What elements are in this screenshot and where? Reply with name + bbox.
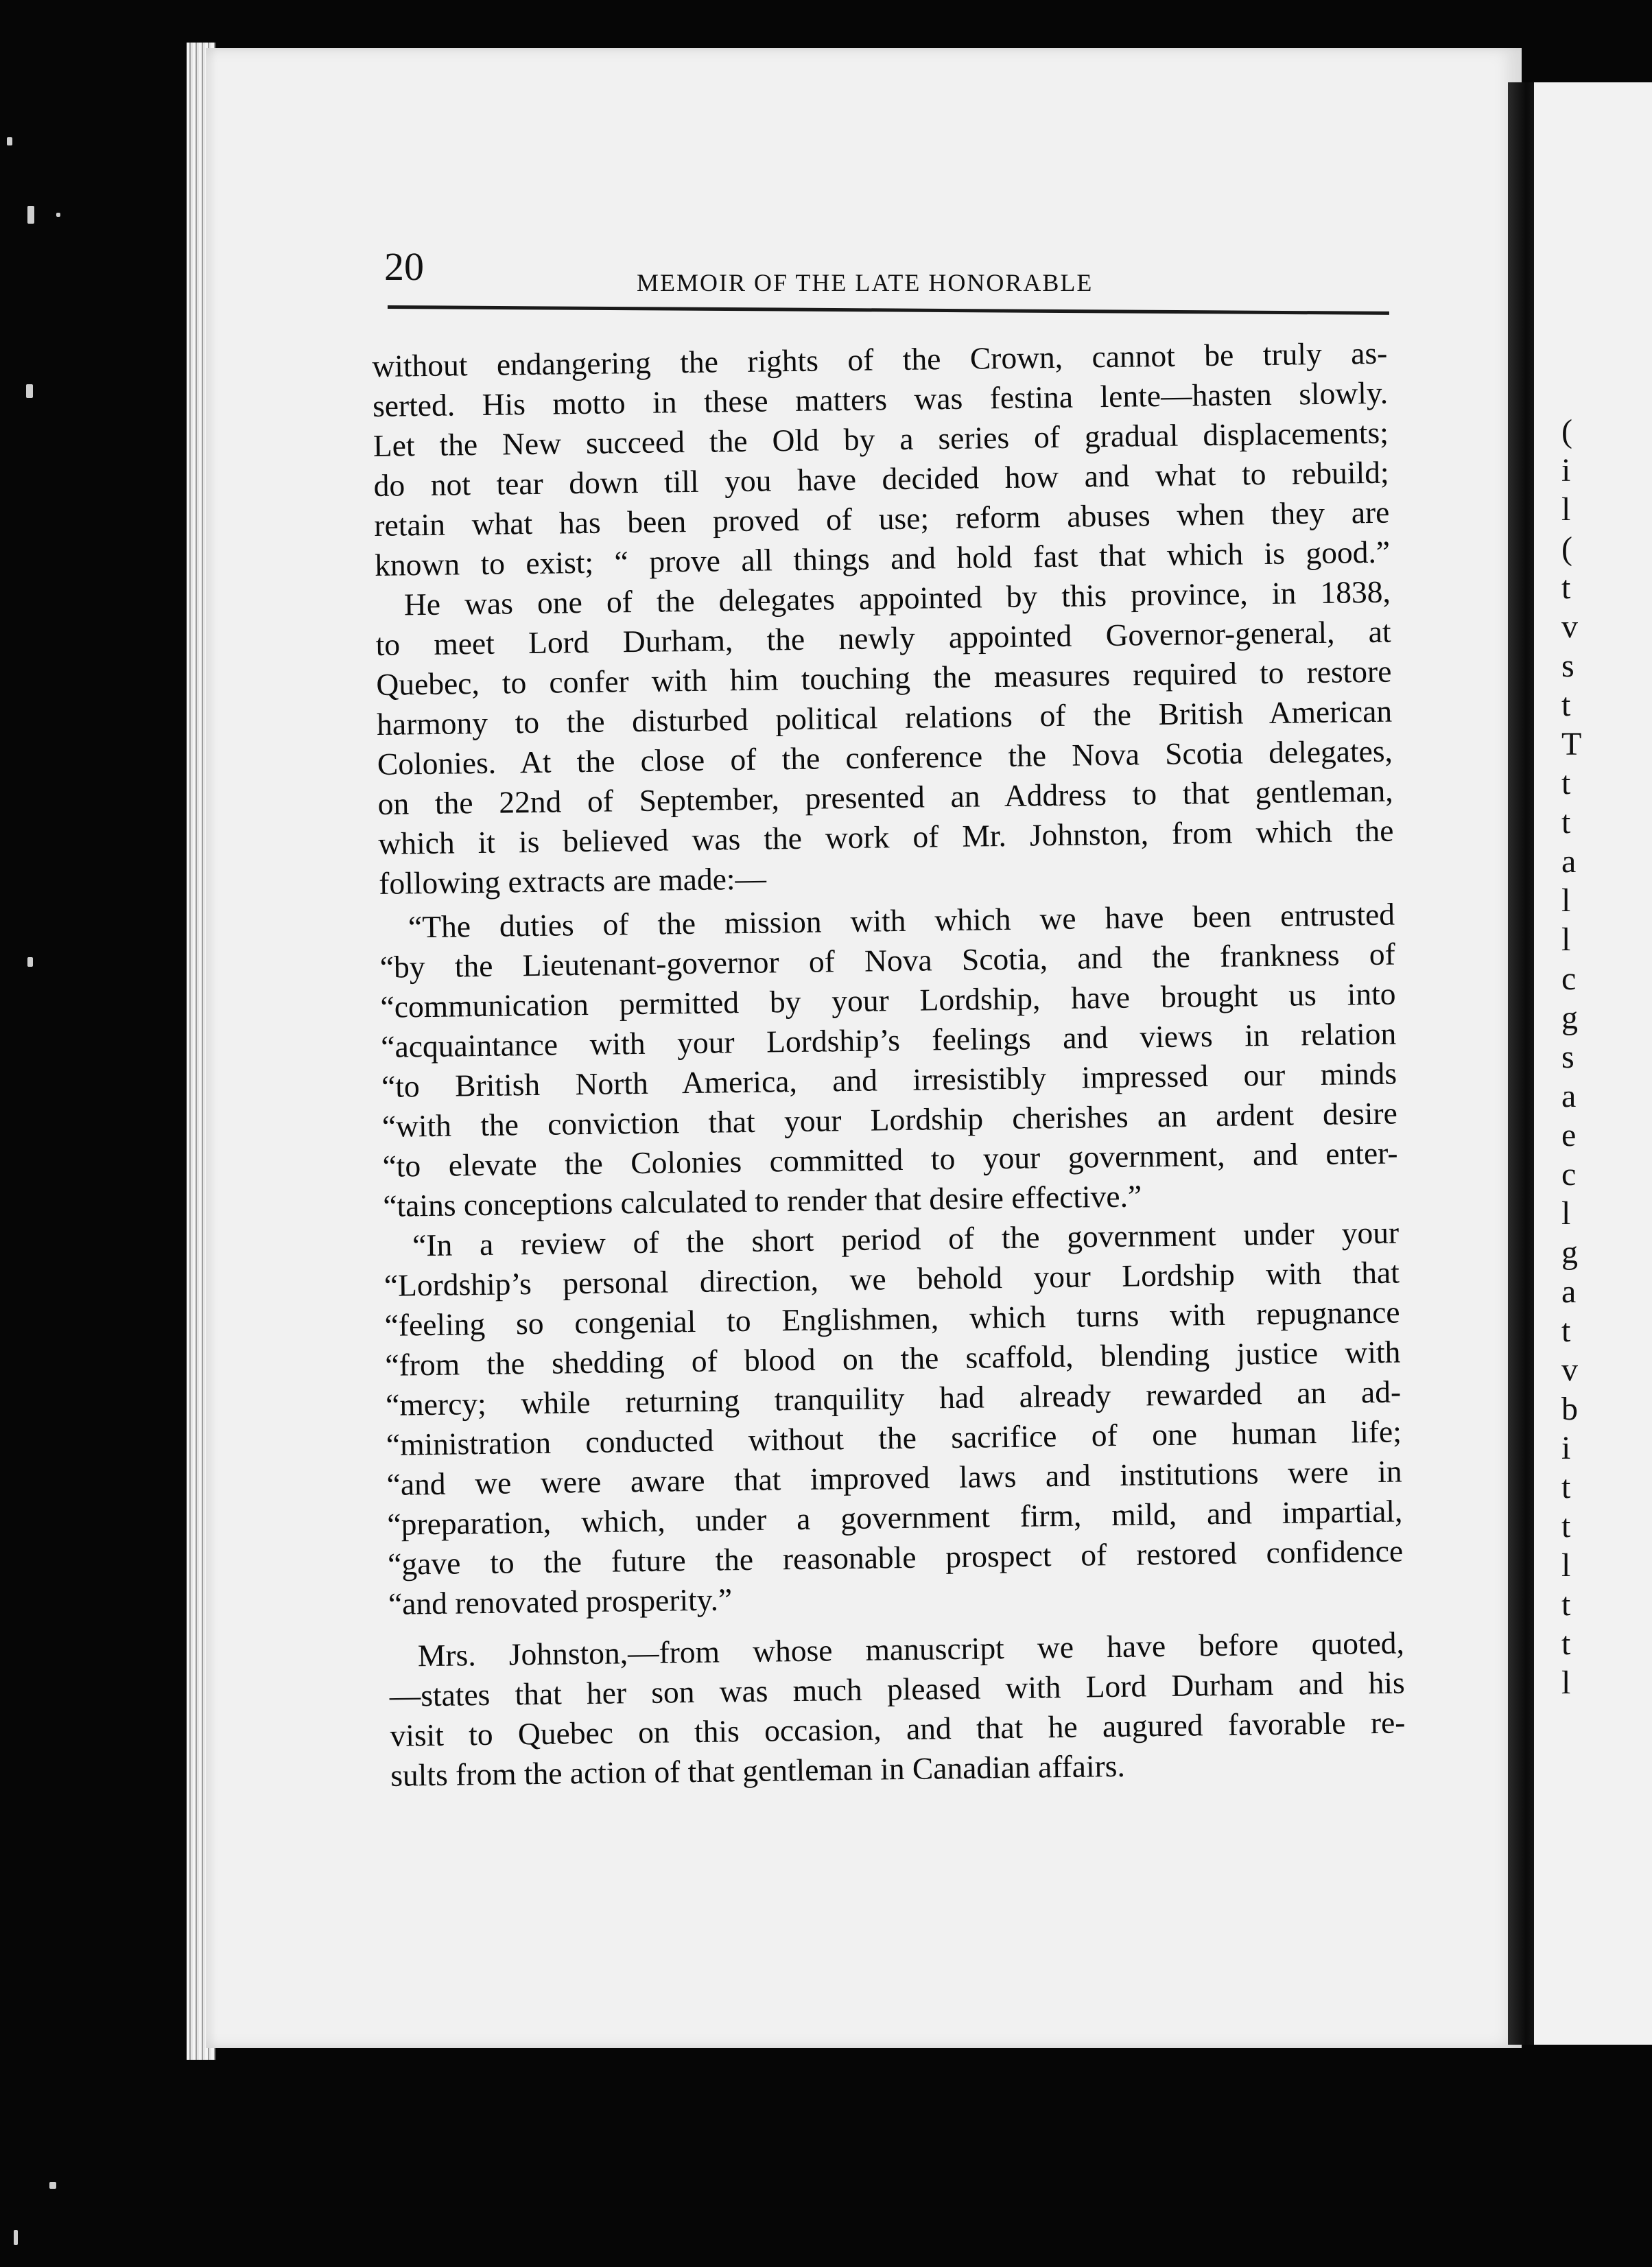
facing-letter: c [1561, 961, 1577, 997]
text-line: “Lordship’s personal direction, we behold your Lordship with that [384, 1254, 1400, 1303]
facing-letter: a [1561, 1078, 1577, 1114]
text-line: “from the shedding of blood on the scaffold, blending justice with [385, 1334, 1401, 1383]
facing-letter: c [1561, 1156, 1577, 1193]
facing-letter: b [1561, 1391, 1578, 1427]
facing-letter: t [1561, 1586, 1571, 1623]
facing-letter: e [1561, 1117, 1577, 1153]
text-line: “mercy; while returning tranquility had already rewarded an ad- [385, 1374, 1402, 1422]
page-number: 20 [384, 244, 424, 289]
facing-letter: s [1561, 648, 1574, 684]
running-head-title: MEMOIR OF THE LATE HONORABLE [637, 269, 1094, 296]
text-line: “to elevate the Colonies committed to your government, and enter- [382, 1135, 1398, 1184]
facing-page [1534, 82, 1652, 2045]
text-line: “In a review of the short period of the government under your [412, 1214, 1400, 1263]
facing-letter: l [1561, 491, 1571, 528]
text-line: —states that her son was much pleased with Lord Durham and his [389, 1665, 1405, 1713]
facing-letter: g [1561, 1000, 1578, 1036]
text-line: do not tear down till you have decided how and what to rebuild; [373, 454, 1389, 503]
facing-letter: ( [1561, 530, 1572, 567]
facing-letter: t [1561, 1508, 1571, 1544]
text-line: following extracts are made:— [378, 860, 767, 901]
text-line: Colonies. At the close of the conference the Nova Scotia delegates, [377, 733, 1393, 782]
facing-letter: i [1561, 452, 1571, 489]
running-head [384, 244, 1372, 298]
text-line: Quebec, to confer with him touching the measures required to restore [376, 653, 1392, 702]
facing-letter: t [1561, 765, 1571, 801]
text-line: He was one of the delegates appointed by this province, in 1838, [403, 574, 1391, 622]
text-line: “ministration conducted without the sacrifice of one human life; [386, 1413, 1402, 1462]
facing-letter: a [1561, 1273, 1577, 1310]
facing-letter: g [1561, 1234, 1578, 1271]
text-line: to meet Lord Durham, the newly appointed Governor-general, at [375, 613, 1391, 662]
text-line: “with the conviction that your Lordship cherishes an ardent desire [381, 1095, 1398, 1144]
text-line: “acquaintance with your Lordship’s feelings and views in relation [381, 1015, 1397, 1064]
facing-letter: l [1561, 1547, 1571, 1584]
text-line: “The duties of the mission with which we have been entrusted [408, 896, 1395, 945]
facing-letter: t [1561, 1469, 1571, 1505]
text-line: on the 22nd of September, presented an Address to that gentleman, [377, 773, 1393, 821]
facing-letter: i [1561, 1430, 1571, 1466]
facing-letter: l [1561, 1195, 1571, 1232]
text-line: “gave to the future the reasonable prospect of restored confidence [387, 1533, 1404, 1582]
text-line: which it is believed was the work of Mr. Johnston, from which the [378, 812, 1394, 861]
text-line: “and we were aware that improved laws and institutions were in [386, 1453, 1402, 1502]
text-line: retain what has been proved of use; reform abuses when they are [374, 494, 1390, 543]
facing-letter: v [1561, 609, 1578, 645]
body-text [372, 333, 1406, 1796]
text-line: harmony to the disturbed political relations of the British American [376, 693, 1393, 742]
facing-letter: l [1561, 921, 1571, 958]
facing-letter: t [1561, 804, 1571, 841]
text-line: Let the New succeed the Old by a series of gradual displacements; [373, 414, 1389, 463]
text-line: visit to Quebec on this occasion, and that he augured favorable re- [390, 1704, 1406, 1753]
facing-letter: l [1561, 882, 1571, 919]
facing-letter: t [1561, 687, 1571, 723]
facing-page-letters [1561, 412, 1581, 1702]
text-line: sults from the action of that gentleman in Canadian affairs. [390, 1748, 1126, 1793]
text-line: “communication permitted by your Lordship, have brought us into [380, 976, 1396, 1024]
facing-letter: t [1561, 1625, 1571, 1662]
facing-letter: t [1561, 1313, 1571, 1349]
text-line: serted. His motto in these matters was festina lente—hasten slowly. [372, 375, 1389, 423]
facing-letter: t [1561, 569, 1571, 606]
facing-letter: l [1561, 1665, 1571, 1701]
text-line: “feeling so congenial to Englishmen, which turns with repugnance [384, 1294, 1400, 1343]
facing-letter: T [1561, 726, 1582, 762]
text-line: without endangering the rights of the Crown, cannot be truly as- [372, 335, 1388, 384]
text-line: Mrs. Johnston,—from whose manuscript we have before quoted, [417, 1625, 1405, 1673]
facing-letter: a [1561, 843, 1577, 880]
text-line: “preparation, which, under a government firm, mild, and impartial, [387, 1493, 1403, 1542]
text-line: “and renovated prosperity.” [388, 1582, 733, 1621]
text-line: “by the Lieutenant-governor of Nova Scotia, and the frankness of [379, 936, 1396, 985]
facing-letter: s [1561, 1039, 1574, 1075]
text-line: “tains conceptions calculated to render that desire effective.” [383, 1178, 1142, 1223]
facing-letter: ( [1561, 413, 1572, 449]
facing-letter: v [1561, 1352, 1578, 1388]
text-line: “to British North America, and irresistibly impressed our minds [381, 1055, 1397, 1104]
text-line: known to exist; “ prove all things and hold fast that which is good.” [374, 534, 1391, 583]
